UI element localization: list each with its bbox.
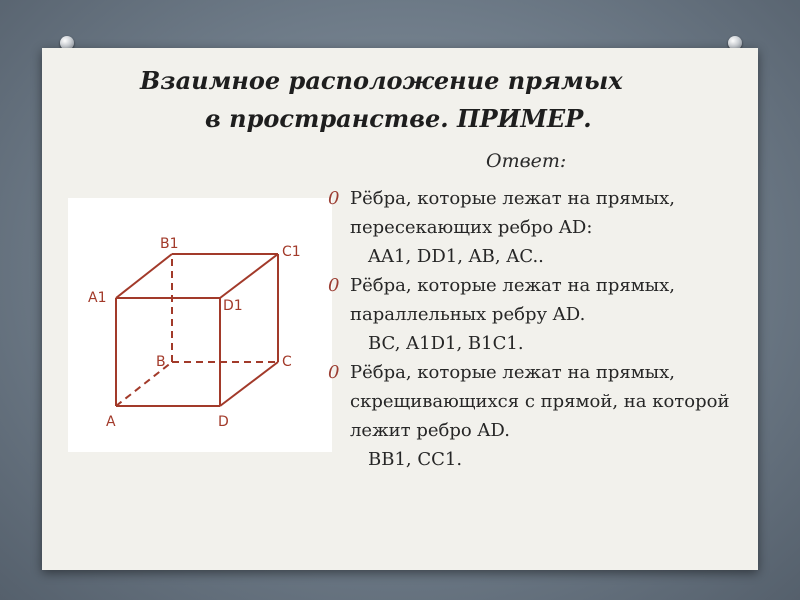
- label-a1: A1: [88, 290, 107, 306]
- label-d: D: [218, 414, 229, 430]
- bullet-icon: 0: [328, 188, 340, 209]
- edge-d1-c1: [220, 254, 278, 298]
- edge-a1-b1: [116, 254, 172, 298]
- list-item: [328, 271, 748, 329]
- item-text: Рёбра, которые лежат на прямых, пересекающих ребро AD:: [350, 188, 675, 238]
- title-line-2: в пространстве. ПРИМЕР.: [205, 104, 592, 133]
- list-item: [328, 184, 748, 242]
- item-text: Рёбра, которые лежат на прямых, скрещивающихся с прямой, на которой лежит ребро AD.: [350, 362, 730, 441]
- cube-figure: [68, 198, 332, 452]
- label-d1: D1: [223, 298, 243, 314]
- label-a: A: [106, 414, 116, 430]
- list-item: [328, 358, 748, 445]
- bullet-icon: 0: [328, 362, 340, 383]
- item-answer: BC, A1D1, B1C1.: [368, 333, 524, 354]
- cube-drawing: [68, 198, 332, 452]
- answer-list: [328, 184, 748, 474]
- label-c1: C1: [282, 244, 301, 260]
- label-b1: B1: [160, 236, 179, 252]
- item-text: Рёбра, которые лежат на прямых, параллельных ребру AD.: [350, 275, 675, 325]
- bullet-icon: 0: [328, 275, 340, 296]
- answer-label: Ответ:: [486, 150, 567, 172]
- label-c: C: [282, 354, 292, 370]
- edge-d-c: [220, 362, 278, 406]
- label-b: B: [156, 354, 166, 370]
- item-answer: AA1, DD1, AB, AC..: [368, 246, 544, 267]
- item-answer: BB1, CC1.: [368, 449, 463, 470]
- title-line-1: Взаимное расположение прямых: [140, 66, 623, 95]
